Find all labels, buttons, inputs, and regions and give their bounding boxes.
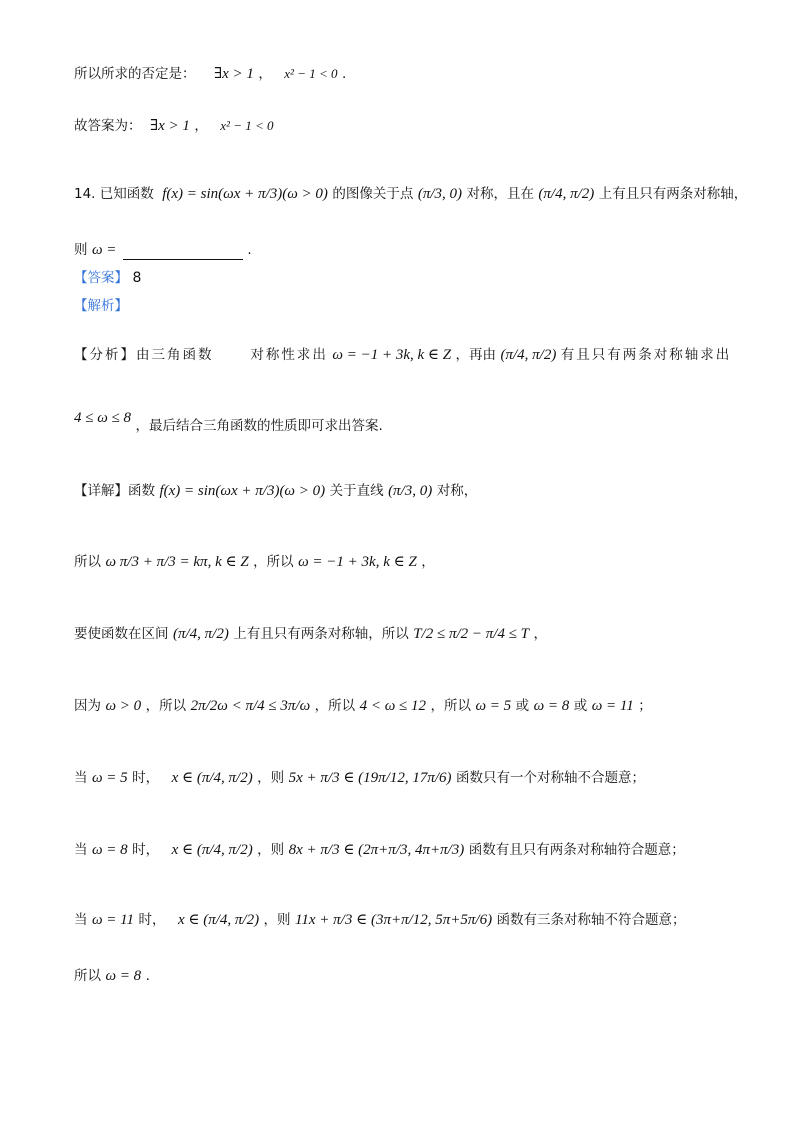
step-3-math-6: ω = 11 [591,698,634,714]
comma: ， [421,554,435,570]
fenxi-math-1: ω = −1 + 3k, k ∈ Z [332,347,452,363]
question-number: 14. 已知函数 [74,186,154,202]
case-omega-5 [74,768,645,788]
answer-line [74,268,141,288]
step-1-text-2: ，所以 [253,554,294,570]
case-omega: ω = 11 [91,912,135,928]
separator: ， [258,66,272,82]
or-text: 或 [515,698,530,714]
question-text-3: 上有且只有两条对称轴， [598,186,748,202]
case-omega: ω = 5 [91,770,128,786]
semicolon: ； [638,698,652,714]
step-1-text-1: 所以 [74,554,101,570]
step-1-math-2: ω = −1 + 3k, k ∈ Z [298,554,417,570]
answer-is-math-2: x² − 1 < 0 [220,118,274,133]
case-text-1: 当 [74,842,88,858]
step-2-text-2: 上有且只有两条对称轴，所以 [233,626,409,642]
case-omega-8 [74,840,685,860]
answer-is-text: 故答案为： [74,118,142,134]
question-text-1: 的图像关于点 [332,186,414,202]
step-2-interval: (π/4, π/2) [172,626,229,642]
case-expression: 11x + π/3 ∈ (3π+π/12, 5π+5π/6) [295,912,493,928]
question-point: (π/3, 0) [417,186,463,202]
case-text-3: ，则 [257,842,285,858]
case-text-3: ，则 [257,770,285,786]
question-interval: (π/4, π/2) [538,186,595,202]
fenxi-label: 【分析】由三角函数 [74,347,214,363]
step-3 [74,696,652,716]
case-text-2: 时， [132,770,160,786]
step-3-text-4: ，所以 [430,698,471,714]
step-3-text-1: 因为 [74,698,101,714]
case-expression: 5x + π/3 ∈ (19π/12, 17π/6) [288,770,452,786]
step-3-math-3: 4 < ω ≤ 12 [359,698,427,714]
fenxi-text-3: 有且只有两条对称轴求出 [560,347,732,363]
question-text-2: 对称，且在 [466,186,534,202]
period: . [247,242,252,258]
xiangjie-label: 【详解】函数 [74,483,155,499]
case-expression: 8x + π/3 ∈ (2π+π/3, 4π+π/3) [288,842,465,858]
final-answer: ω = 8 [105,968,142,984]
answer-label: 【答案】 [74,270,128,286]
step-2 [74,624,547,644]
case-x-range: x ∈ (π/4, π/2) [177,912,260,928]
case-text-2: 时， [138,912,166,928]
xiangjie-line [74,481,477,501]
step-2-math: T/2 ≤ π/2 − π/4 ≤ T [413,626,530,642]
fenxi-interval: (π/4, π/2) [500,347,557,363]
answer-blank [123,245,243,260]
negation-line [74,64,346,84]
step-2-text-1: 要使函数在区间 [74,626,169,642]
step-3-text-2: ，所以 [145,698,187,714]
xiangjie-text-2: 对称， [436,483,478,499]
then-text: 则 [74,242,88,258]
answer-is-line [74,116,274,136]
question-14-blank-line [74,240,252,260]
negation-math: ∃x > 1 [213,66,254,82]
step-1-math-1: ω π/3 + π/3 = kπ, k ∈ Z [105,554,249,570]
fenxi-range: 4 ≤ ω ≤ 8 [74,410,132,426]
fenxi-line [74,345,731,365]
omega-equals: ω = [91,242,117,258]
question-14 [74,184,747,204]
step-3-math-1: ω > 0 [105,698,142,714]
case-text-1: 当 [74,770,88,786]
fenxi-text-2: ，再由 [455,347,497,363]
final-line [74,966,150,986]
step-3-math-2: 2π/2ω < π/4 ≤ 3π/ω [190,698,311,714]
or-text: 或 [573,698,588,714]
separator: ， [194,118,208,134]
period: . [145,968,150,984]
case-omega: ω = 8 [91,842,128,858]
case-text-3: ，则 [263,912,291,928]
fenxi-text-1: 对称性求出 [250,347,328,363]
case-x-range: x ∈ (π/4, π/2) [171,770,253,786]
case-conclusion: 函数只有一个对称轴不合题意； [455,770,645,786]
case-text-1: 当 [74,912,88,928]
analysis-label: 【解析】 [74,298,128,314]
xiangjie-point: (π/3, 0) [388,483,433,499]
fenxi-conclusion: ，最后结合三角函数的性质即可求出答案. [135,418,383,434]
case-x-range: x ∈ (π/4, π/2) [171,842,253,858]
step-1 [74,552,435,572]
xiangjie-text-1: 关于直线 [329,483,384,499]
fenxi-line-2 [74,408,383,434]
step-3-text-3: ，所以 [314,698,356,714]
period: . [341,66,347,82]
case-conclusion: 函数有三条对称轴不符合题意； [496,912,686,928]
negation-math-2: x² − 1 < 0 [284,66,338,81]
analysis-line [74,296,128,316]
case-text-2: 时， [132,842,160,858]
question-function: f(x) = sin(ωx + π/3)(ω > 0) [162,186,328,202]
case-conclusion: 函数有且只有两条对称轴符合题意； [468,842,685,858]
case-omega-11 [74,910,686,930]
step-3-math-5: ω = 8 [533,698,570,714]
xiangjie-function: f(x) = sin(ωx + π/3)(ω > 0) [159,483,326,499]
final-text: 所以 [74,968,101,984]
answer-value: 8 [132,270,142,286]
answer-is-math: ∃x > 1 [149,118,190,134]
comma: ， [533,626,547,642]
negation-text: 所以所求的否定是： [74,66,196,82]
step-3-math-4: ω = 5 [475,698,512,714]
